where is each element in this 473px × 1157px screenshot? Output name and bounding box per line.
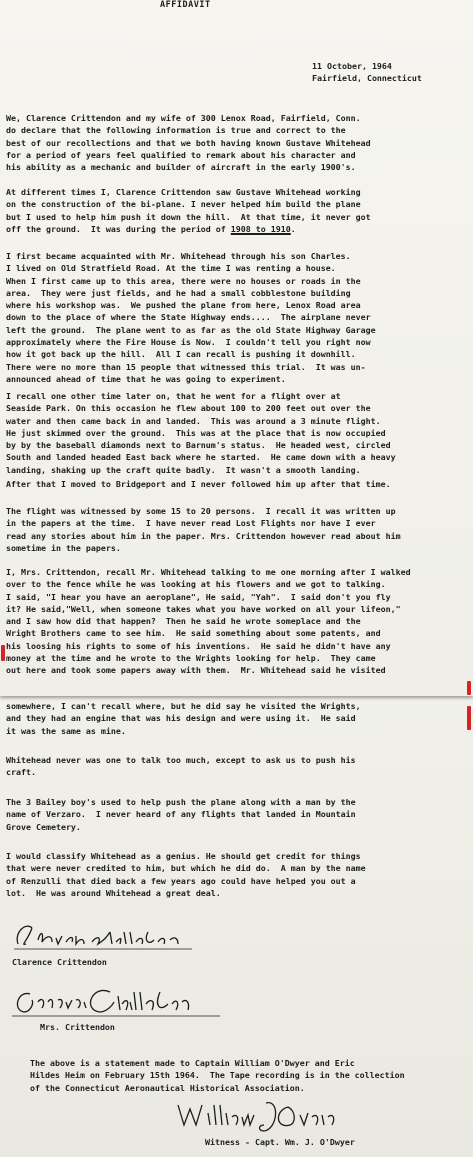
statement-footer: The above is a statement made to Captain William O'Dwyer and Eric Hildes Heim on February 15th 1964. The Tape recording is in the collection of the Connecticut Aeronautical Historical Association. bbox=[30, 1058, 405, 1093]
mrs-crittendon-name: Mrs. Crittendon bbox=[40, 1022, 115, 1032]
clarence-signature bbox=[12, 918, 202, 954]
paragraph-genius: I would classify Whitehead as a genius. He should get credit for things that were never credited to him, but which he did do. A man by the name of Renzulli that died back a few years ago could have helped you out a lot. He was around Whitehead a great deal. bbox=[6, 851, 366, 898]
paragraph-acquaintance: I first became acquainted with Mr. Whitehead through his son Charles. I lived on Old Stratfield Road. At the time I was renting a house. When I first came up to this area, there were no houses or roads in the area. They were just fields, and he had a small cobblestone building where his workshop was. We pushed the plane from here, Lenox Road area down to the place of where the State Highway ends.... The airplane never left the ground. The plane went to as far as the old State Highway Garage approximately where the Fire House is Now. I couldn't tell you right now how it got back up the hill. All I can recall is pushing it downhill. There were no more than 15 people that witnessed this trial. It was un- announced ahead of time that he was going to experiment. bbox=[6, 251, 376, 384]
document-place: Fairfield, Connecticut bbox=[312, 73, 422, 83]
paragraph-biplane-end: . bbox=[290, 223, 296, 234]
witness-label: Witness - Capt. Wm. J. O'Dwyer bbox=[205, 1137, 355, 1147]
paragraph-whitehead-talk: Whitehead never was one to talk too much, except to ask us to push his craft. bbox=[6, 755, 356, 778]
red-margin-mark-left bbox=[1, 645, 5, 661]
page-two bbox=[0, 690, 473, 1157]
document-heading: AFFIDAVIT bbox=[160, 0, 211, 10]
paragraph-mrs-crittendon: I, Mrs. Crittendon, recall Mr. Whitehead talking to me one morning after I walked over to the fence while he was looking at his flowers and we got to talking. I said, "I hear you have an aeroplane", He said, "Yah". I said don't you fly it? He said,"Well, when someone takes what you have worked on all your lifeon," and I saw how did that happen? Then he said he wrote someplace and the Wright Brothers came to see him. He said something about some patents, and his loosing his rights to some of his inventions. He said he didn't have any money at the time and he wrote to the Wrights looking for help. They came out here and took some papers away with them. Mr. Whitehead said he visited bbox=[6, 567, 411, 676]
paragraph-bridgeport: After that I moved to Bridgeport and I never followed him up after that time. bbox=[6, 479, 391, 489]
paragraph-biplane-text: At different times I, Clarence Crittendon saw Gustave Whitehead working on the construction of the bi-plane. I never helped him build the plane but I used to help him push it down the hill. At that time, it never got off the ground. It was during the period of bbox=[6, 187, 371, 234]
mrs-crittendon-signature bbox=[10, 980, 230, 1024]
period-highlight: 1908 to 1910 bbox=[230, 223, 291, 234]
date-block bbox=[312, 60, 422, 84]
paragraph-witnesses: The flight was witnessed by some 15 to 20 persons. I recall it was written up in the papers at the time. I have never read Lost Flights nor have I ever read any stories about him in the paper. Mrs. Crittendon however read about him sometime in the papers. bbox=[6, 506, 401, 553]
document-date: 11 October, 1964 bbox=[312, 61, 392, 71]
witness-signature bbox=[170, 1095, 360, 1139]
red-margin-mark-right-top bbox=[467, 681, 471, 695]
paragraph-bailey-boys: The 3 Bailey boy's used to help push the plane along with a man by the name of Verzaro. I never heard of any flights that landed in Mountain Grove Cemetery. bbox=[6, 797, 356, 832]
paragraph-engine: somewhere, I can't recall where, but he did say he visited the Wrights, and they had an engine that was his design and were using it. He said it was the same as mine. bbox=[6, 701, 361, 736]
clarence-name: Clarence Crittendon bbox=[12, 957, 107, 967]
paragraph-biplane bbox=[6, 186, 468, 235]
paragraph-declaration: We, Clarence Crittendon and my wife of 300 Lenox Road, Fairfield, Conn. do declare that the following information is true and correct to the best of our recollections and that we both having known Gustave Whitehead for a period of years feel qualified to remark about his character and his ability as a mechanic and builder of aircraft in the early 1900's. bbox=[6, 113, 371, 173]
paragraph-seaside-flight: I recall one other time later on, that he went for a flight over at Seaside Park. On this occasion he flew about 100 to 200 feet out over the water and then came back in and landed. This was around a 3 minute flight. He just skimmed over the ground. This was at the place that is now occupied by by the baseball diamonds next to Barnum's status. He headed west, circled South and landed headed East back where he started. He came down with a heavy landing, shaking up the craft quite badly. It wasn't a smooth landing. bbox=[6, 391, 396, 475]
